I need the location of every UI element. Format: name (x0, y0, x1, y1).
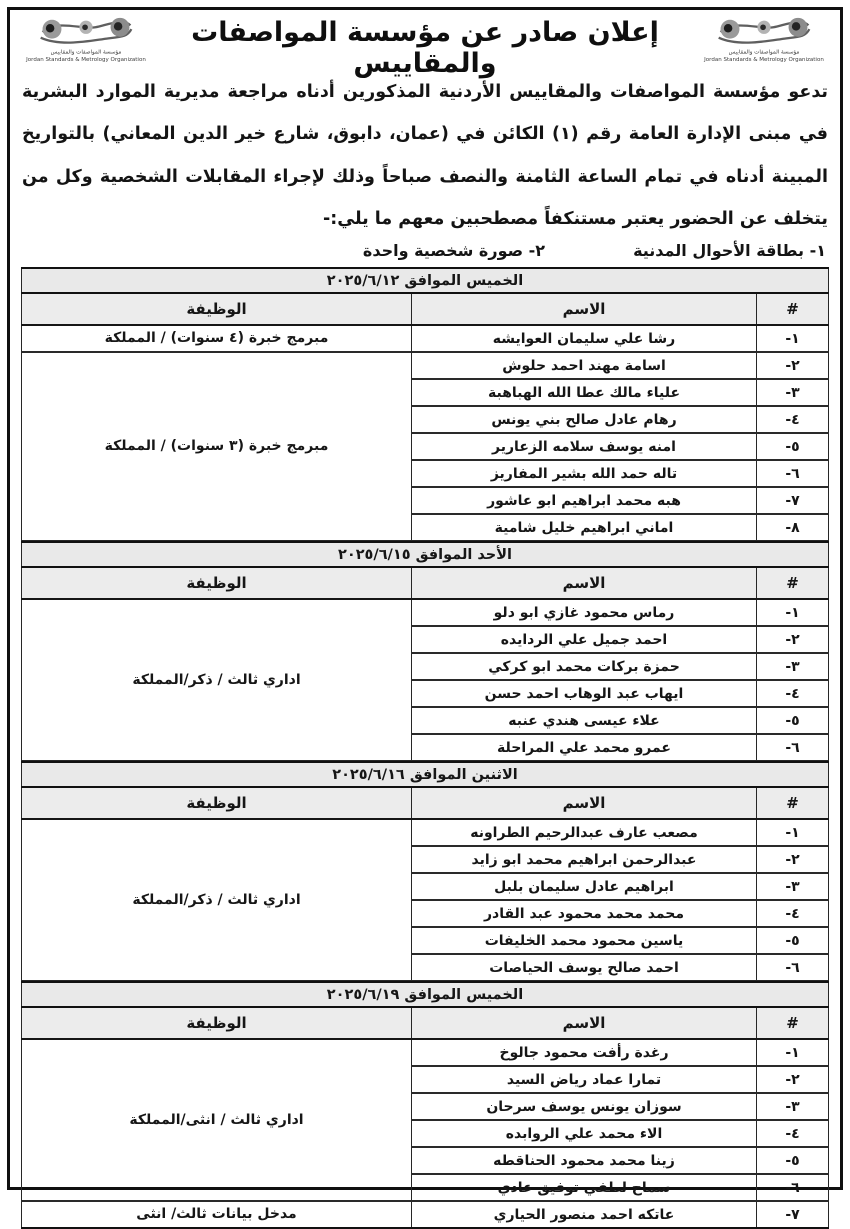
candidate-name: تاله حمد الله بشير المفاريز (412, 460, 757, 487)
candidate-name: ابراهيم عادل سليمان بلبل (412, 873, 757, 900)
column-header-2: الوظيفة (22, 787, 412, 819)
candidate-name: احمد جميل علي الردايده (412, 626, 757, 653)
column-header-0: # (757, 567, 829, 599)
masthead (20, 12, 830, 79)
candidate-name: مصعب عارف عبدالرحيم الطراونه (412, 819, 757, 846)
row-number: ١- (757, 819, 829, 846)
row-number: ١- (757, 325, 829, 352)
row-number: ٦- (757, 954, 829, 981)
candidate-name: عمرو محمد علي المراحلة (412, 734, 757, 761)
candidate-name: زينا محمد محمود الحناقطه (412, 1147, 757, 1174)
column-header-0: # (757, 293, 829, 325)
candidate-name: رشا علي سليمان العوايشه (412, 325, 757, 352)
row-number: ٥- (757, 927, 829, 954)
candidate-name: الاء محمد علي الروابده (412, 1120, 757, 1147)
logo-left (20, 12, 152, 64)
candidate-name: رغدة رأفت محمود جالوخ (412, 1039, 757, 1066)
candidate-name: عبدالرحمن ابراهيم محمد ابو زايد (412, 846, 757, 873)
row-number: ٧- (757, 1201, 829, 1228)
candidate-name: علاء عيسى هندي عنبه (412, 707, 757, 734)
candidate-name: اسامة مهند احمد حلوش (412, 352, 757, 379)
candidate-name: ياسين محمود محمد الخليفات (412, 927, 757, 954)
roster-row (22, 1201, 829, 1228)
column-header-2: الوظيفة (22, 293, 412, 325)
column-header-2: الوظيفة (22, 567, 412, 599)
candidate-name: سماح لطفي توفيق عادي (412, 1174, 757, 1201)
roster-row (22, 1039, 829, 1066)
page-title: إعلان صادر عن مؤسسة المواصفات والمقاييس (191, 17, 659, 79)
candidate-name: محمد محمد محمود عبد القادر (412, 900, 757, 927)
date-band: الأحد الموافق ٢٠٢٥/٦/١٥ (22, 542, 829, 567)
date-band: الخميس الموافق ٢٠٢٥/٦/١٩ (22, 982, 829, 1007)
roster-row (22, 325, 829, 352)
row-number: ٣- (757, 873, 829, 900)
required-document-1: ١- بطاقة الأحوال المدنية (633, 241, 826, 261)
jsmo-logo-icon (34, 15, 138, 49)
candidate-name: عاتكه احمد منصور الحياري (412, 1201, 757, 1228)
logo-caption-english: Jordan Standards & Metrology Organization (704, 55, 824, 63)
row-number: ٤- (757, 1120, 829, 1147)
job-title: اداري ثالث / انثى/المملكة (22, 1039, 412, 1201)
row-number: ٢- (757, 1066, 829, 1093)
page-frame (7, 7, 843, 1223)
candidate-name: رماس محمود غازي ابو دلو (412, 599, 757, 626)
schedule-table-4 (21, 981, 829, 1229)
row-number: ٢- (757, 846, 829, 873)
date-band: الخميس الموافق ٢٠٢٥/٦/١٢ (22, 268, 829, 293)
row-number: ٨- (757, 514, 829, 541)
candidate-name: ايهاب عبد الوهاب احمد حسن (412, 680, 757, 707)
row-number: ٤- (757, 680, 829, 707)
candidate-name: احمد صالح يوسف الحياصات (412, 954, 757, 981)
jsmo-logo-icon (712, 15, 816, 49)
candidate-name: رهام عادل صالح بني يونس (412, 406, 757, 433)
candidate-name: اماني ابراهيم خليل شامية (412, 514, 757, 541)
roster-row (22, 599, 829, 626)
required-document-2: ٢- صورة شخصية واحدة (362, 241, 546, 261)
job-title: مبرمج خبرة (٤ سنوات) / المملكة (22, 325, 412, 352)
row-number: ٣- (757, 1093, 829, 1120)
row-number: ٢- (757, 626, 829, 653)
column-header-0: # (757, 1007, 829, 1039)
row-number: ٢- (757, 352, 829, 379)
candidate-name: هبه محمد ابراهيم ابو عاشور (412, 487, 757, 514)
column-header-2: الوظيفة (22, 1007, 412, 1039)
row-number: ٣- (757, 379, 829, 406)
roster-row (22, 819, 829, 846)
row-number: ١- (757, 599, 829, 626)
job-title: اداري ثالث / ذكر/المملكة (22, 819, 412, 981)
row-number: ٥- (757, 433, 829, 460)
logo-caption-english: Jordan Standards & Metrology Organization (26, 55, 146, 63)
row-number: ٣- (757, 653, 829, 680)
row-number: ٧- (757, 487, 829, 514)
column-header-1: الاسم (412, 787, 757, 819)
candidate-name: علياء مالك عطا الله الهباهبة (412, 379, 757, 406)
row-number: ٤- (757, 406, 829, 433)
row-number: ٦- (757, 734, 829, 761)
candidate-name: تمارا عماد رياض السيد (412, 1066, 757, 1093)
schedule-table-1 (21, 267, 829, 541)
column-header-1: الاسم (412, 293, 757, 325)
row-number: ٦- (757, 1174, 829, 1201)
logo-caption-arabic: مؤسسة المواصفات والمقاييس (728, 49, 800, 56)
required-documents (22, 241, 826, 260)
column-header-1: الاسم (412, 1007, 757, 1039)
schedule-table-3 (21, 761, 829, 981)
row-number: ٥- (757, 707, 829, 734)
schedule-table-2 (21, 541, 829, 761)
job-title: اداري ثالث / ذكر/المملكة (22, 599, 412, 761)
date-band: الاثنين الموافق ٢٠٢٥/٦/١٦ (22, 762, 829, 787)
announcement-tables (21, 267, 829, 1229)
row-number: ٥- (757, 1147, 829, 1174)
column-header-1: الاسم (412, 567, 757, 599)
roster-row (22, 352, 829, 379)
row-number: ٤- (757, 900, 829, 927)
candidate-name: سوزان يونس يوسف سرحان (412, 1093, 757, 1120)
job-title: مدخل بيانات ثالث/ انثى (22, 1201, 412, 1228)
logo-right (698, 12, 830, 64)
candidate-name: امنه يوسف سلامه الزعارير (412, 433, 757, 460)
column-header-0: # (757, 787, 829, 819)
logo-caption-arabic: مؤسسة المواصفات والمقاييس (50, 49, 122, 56)
row-number: ١- (757, 1039, 829, 1066)
row-number: ٦- (757, 460, 829, 487)
intro-paragraph: تدعو مؤسسة المواصفات والمقاييس الأردنية المذكورين أدناه مراجعة مديرية الموارد البشرية في مبنى الإدارة العامة رقم (١) الكائن في (عمان، دابوق، شارع خير الدين المعاني) بالتواريخ المبينة أدناه في تمام الساعة الثامنة والنصف صباحاً وذلك لإجراء المقابلات الشخصية وكل من يتخلف عن الحضور يعتبر مستنكفاً مصطحبين معهم ما يلي:- (22, 82, 828, 230)
job-title: مبرمج خبرة (٣ سنوات) / المملكة (22, 352, 412, 541)
candidate-name: حمزة بركات محمد ابو كركي (412, 653, 757, 680)
